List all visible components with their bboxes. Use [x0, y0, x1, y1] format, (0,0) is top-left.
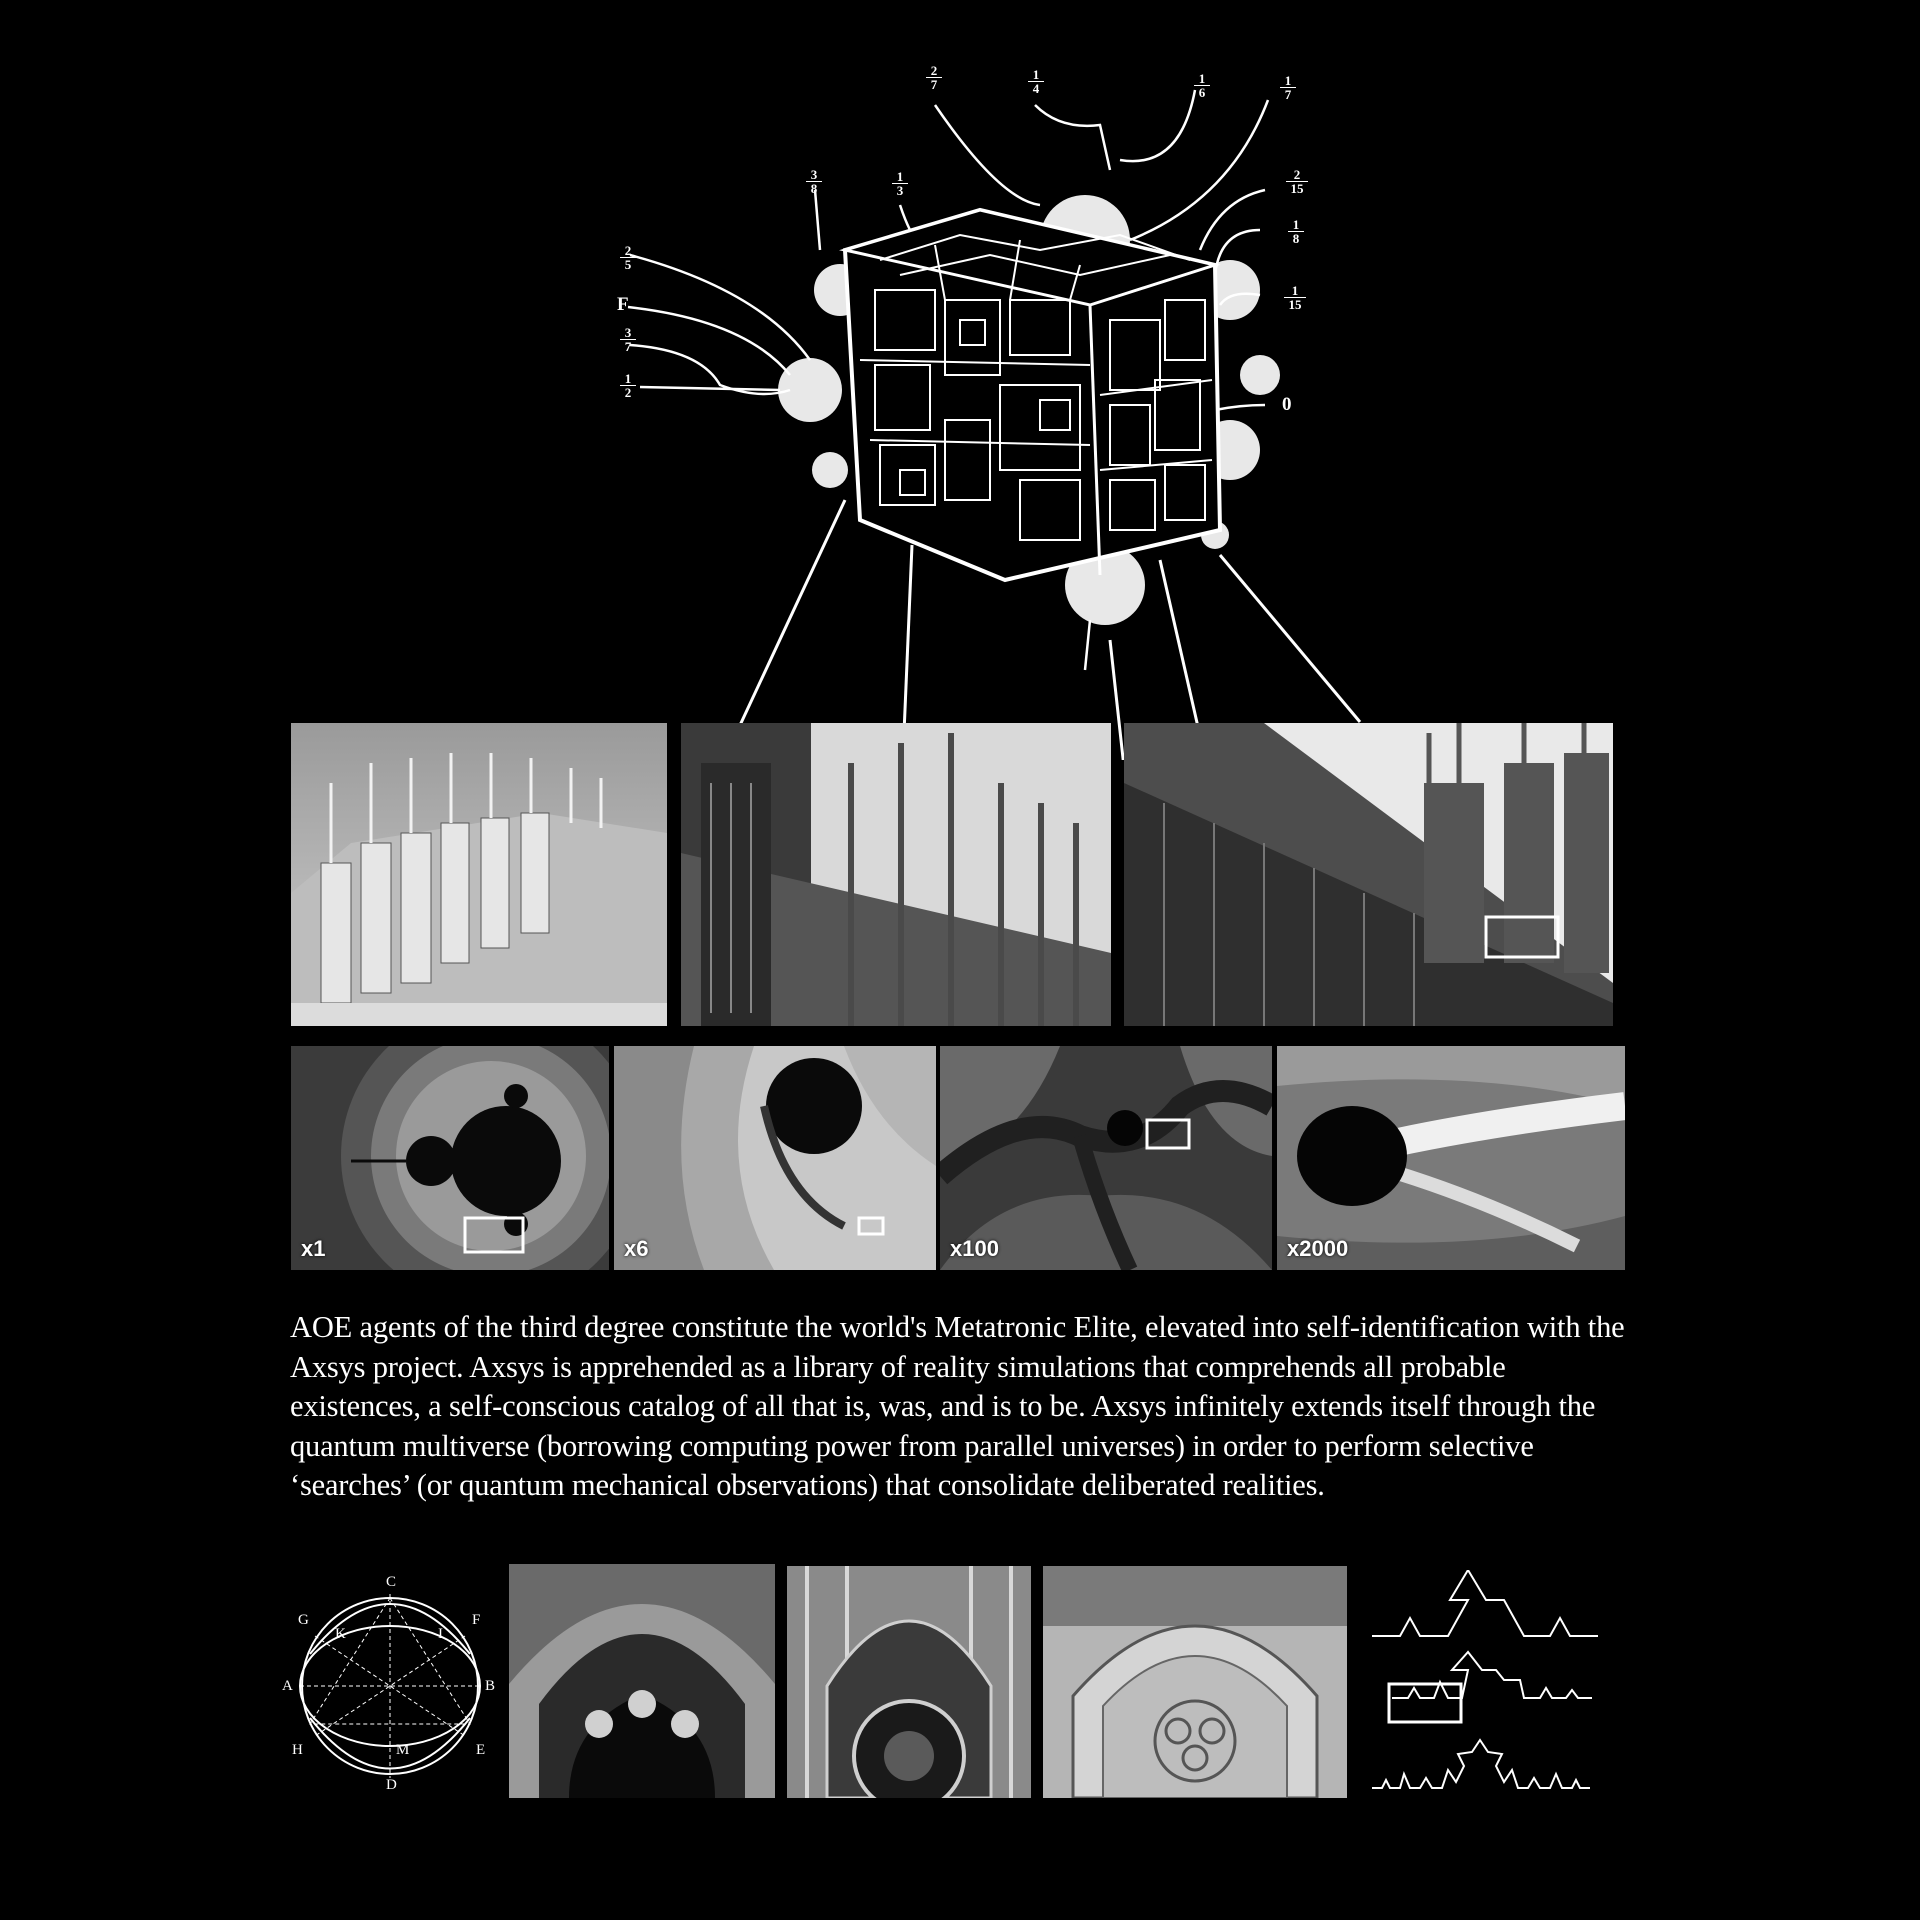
label-fraction-1-7: $\frac{1}{7}$: [1280, 74, 1296, 101]
geo-letter-H: H: [292, 1742, 303, 1758]
geo-letter-B: B: [485, 1678, 496, 1694]
photo-gothic-arch-1: [509, 1564, 775, 1798]
zoom-label-x6: x6: [624, 1236, 649, 1261]
photo-cathedral-roof-detail: [1124, 723, 1613, 1026]
geo-letter-I: I: [438, 1626, 443, 1642]
label-fraction-2-15: $\frac{2}{15}$: [1286, 168, 1308, 195]
geo-letter-D: D: [386, 1777, 397, 1793]
photo-cathedral-spires: [681, 723, 1111, 1026]
label-F: F: [617, 294, 629, 315]
label-fraction-1-3: $\frac{1}{3}$: [892, 170, 908, 197]
fractal-zoom-x100: [940, 1046, 1272, 1270]
fractal-zoom-x1: [291, 1046, 609, 1270]
label-fraction-1-15: $\frac{1}{15}$: [1284, 284, 1306, 311]
label-fraction-1-2: $\frac{1}{2}$: [620, 372, 636, 399]
geo-letter-C: C: [386, 1574, 397, 1590]
geometric-construction-diagram: [280, 1574, 500, 1794]
label-fraction-2-7: $\frac{2}{7}$: [926, 64, 942, 91]
cube-structure: [845, 210, 1220, 580]
zoom-label-x1: x1: [301, 1236, 326, 1261]
geo-letter-F: F: [472, 1612, 481, 1628]
label-fraction-1-6: $\frac{1}{6}$: [1194, 72, 1210, 99]
label-fraction-3-8: $\frac{3}{8}$: [806, 168, 822, 195]
label-fraction-1-8: $\frac{1}{8}$: [1288, 218, 1304, 245]
label-fraction-1-4: $\frac{1}{4}$: [1028, 68, 1044, 95]
geo-letter-E: E: [476, 1742, 486, 1758]
geo-letter-K: K: [335, 1626, 346, 1642]
geo-letter-G: G: [298, 1612, 309, 1628]
label-zero: 0: [1282, 394, 1292, 415]
photo-cathedral-model: [291, 723, 667, 1026]
body-paragraph: AOE agents of the third degree constitute the world's Metatronic Elite, elevated into self-identification with the Axsys project. Axsys is apprehended as a library of reality simulations that comprehends all probable existences, a self-conscious catalog of all that is, was, and is to be. Axsys infinitely extends itself through the quantum multiverse (borrowing computing power from parallel universes) in order to perform selective ‘searches’ (or quantum mechanical observations) that consolidate deliberated realities.: [290, 1310, 1625, 1502]
mandelbrot-cube-diagram: [0, 0, 1920, 760]
geo-letter-A: A: [282, 1678, 293, 1694]
zoom-label-x2000: x2000: [1287, 1236, 1349, 1261]
photo-gothic-arch-3: [1043, 1566, 1347, 1798]
photo-gothic-arch-2: [787, 1566, 1031, 1798]
geo-letter-M: M: [396, 1742, 410, 1758]
koch-zoom-box: [1389, 1684, 1461, 1722]
zoom-label-x100: x100: [950, 1236, 999, 1261]
koch-curve-diagram: [1368, 1570, 1604, 1796]
fractal-zoom-x2000: [1277, 1046, 1625, 1270]
label-fraction-3-7: $\frac{3}{7}$: [620, 326, 636, 353]
label-fraction-2-5: $\frac{2}{5}$: [620, 244, 636, 271]
fractal-zoom-x6: [614, 1046, 936, 1270]
